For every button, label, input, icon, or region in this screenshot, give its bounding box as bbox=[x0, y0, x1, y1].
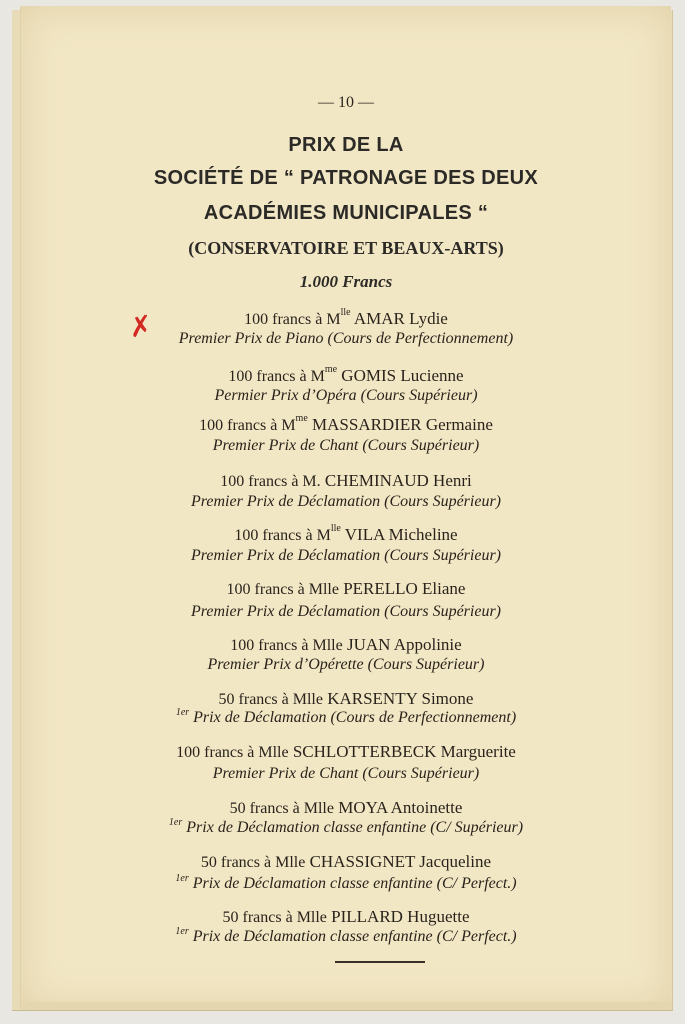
entry-recipient bbox=[21, 689, 671, 709]
entry-prize-text: Prix de Déclamation classe enfantine (C/ Perfect.) bbox=[188, 875, 517, 892]
entry-recipient bbox=[21, 742, 671, 762]
title-line-1: PRIX DE LA bbox=[288, 134, 404, 156]
entry-prize-text: Premier Prix de Chant (Cours Supérieur) bbox=[212, 437, 480, 454]
entry-prize-text: Permier Prix d’Opéra (Cours Supérieur) bbox=[214, 387, 478, 404]
entry-prize bbox=[21, 493, 671, 511]
page-number: — 10 — bbox=[318, 94, 374, 111]
entry-recipient bbox=[21, 852, 671, 872]
entry-amount: 100 francs à M bbox=[199, 417, 296, 434]
entry-prize-text: Prix de Déclamation classe enfantine (C/ Perfect.) bbox=[188, 928, 517, 945]
entry-recipient bbox=[21, 907, 671, 927]
entry-prize bbox=[21, 603, 671, 621]
entry-prize-text: Premier Prix de Déclamation (Cours Supérieur) bbox=[190, 547, 501, 564]
entry-amount: 100 francs à M bbox=[228, 368, 325, 385]
entry-name: MOYA Antoinette bbox=[333, 798, 463, 817]
entry-name: KARSENTY Simone bbox=[322, 689, 474, 708]
entry-title-sup: me bbox=[324, 364, 338, 375]
entry-name: PERELLO Eliane bbox=[338, 579, 466, 598]
entry-recipient bbox=[21, 309, 671, 329]
entry-recipient bbox=[21, 635, 671, 655]
document-page bbox=[20, 6, 671, 1009]
entry-name: AMAR Lydie bbox=[350, 309, 448, 328]
entry-name: GOMIS Lucienne bbox=[337, 366, 464, 385]
entry-prize bbox=[21, 330, 671, 348]
subtitle: (CONSERVATOIRE ET BEAUX-ARTS) bbox=[188, 238, 504, 258]
entry-prize bbox=[21, 928, 671, 946]
entry-recipient bbox=[21, 579, 671, 599]
title-line-3: ACADÉMIES MUNICIPALES “ bbox=[203, 202, 489, 224]
title-line-2: SOCIÉTÉ DE “ PATRONAGE DES DEUX bbox=[153, 167, 539, 189]
entry-prize-sup: 1er bbox=[175, 873, 189, 884]
entry-prize-sup: 1er bbox=[175, 926, 189, 937]
entry-name: MASSARDIER Germaine bbox=[307, 415, 493, 434]
entry-prize bbox=[21, 819, 671, 837]
entry-prize-text: Premier Prix de Piano (Cours de Perfectionnement) bbox=[178, 330, 514, 347]
entry-recipient bbox=[21, 415, 671, 435]
entry-prize bbox=[21, 547, 671, 565]
entry-amount: 100 francs à Mlle bbox=[230, 637, 343, 654]
entry-amount: 100 francs à M bbox=[234, 527, 331, 544]
entry-amount: 50 francs à Mlle bbox=[218, 691, 323, 708]
entry-name: CHEMINAUD Henri bbox=[320, 471, 472, 490]
entry-prize-text: Premier Prix de Déclamation (Cours Supérieur) bbox=[190, 493, 501, 510]
entry-prize bbox=[21, 709, 671, 727]
total-amount: 1.000 Francs bbox=[299, 272, 393, 291]
entry-amount: 50 francs à Mlle bbox=[222, 909, 327, 926]
entry-prize bbox=[21, 765, 671, 783]
entry-prize-text: Premier Prix de Déclamation (Cours Supérieur) bbox=[190, 603, 501, 620]
entry-amount: 100 francs à M. bbox=[220, 473, 321, 490]
entry-amount: 100 francs à Mlle bbox=[226, 581, 339, 598]
entry-recipient bbox=[21, 471, 671, 491]
entry-prize bbox=[21, 437, 671, 455]
entry-prize bbox=[21, 656, 671, 674]
entry-prize-text: Premier Prix d’Opérette (Cours Supérieur) bbox=[207, 656, 485, 673]
entry-name: SCHLOTTERBECK Marguerite bbox=[288, 742, 516, 761]
entry-recipient bbox=[21, 525, 671, 545]
entry-title-sup: me bbox=[295, 413, 308, 424]
entry-name: PILLARD Huguette bbox=[326, 907, 470, 926]
entry-amount: 50 francs à Mlle bbox=[229, 800, 334, 817]
entry-prize-text: Prix de Déclamation classe enfantine (C/ Supérieur) bbox=[182, 819, 524, 836]
entry-name: VILA Micheline bbox=[340, 525, 458, 544]
page-edge bbox=[26, 1002, 672, 1010]
entry-amount: 50 francs à Mlle bbox=[200, 854, 306, 871]
entry-prize-text: Prix de Déclamation (Cours de Perfectionnement) bbox=[189, 709, 517, 726]
entry-prize-sup: 1er bbox=[175, 707, 190, 718]
entry-prize bbox=[21, 387, 671, 405]
entry-amount: 100 francs à M bbox=[244, 311, 341, 328]
entry-recipient bbox=[21, 366, 671, 386]
end-rule bbox=[335, 961, 425, 963]
entry-prize bbox=[21, 875, 671, 893]
entry-prize-text: Premier Prix de Chant (Cours Supérieur) bbox=[212, 765, 480, 782]
entry-name: JUAN Appolinie bbox=[342, 635, 462, 654]
entry-amount: 100 francs à Mlle bbox=[176, 744, 289, 761]
entry-prize-sup: 1er bbox=[168, 817, 183, 828]
entry-name: CHASSIGNET Jacqueline bbox=[305, 852, 492, 871]
entry-recipient bbox=[21, 798, 671, 818]
entry-title-sup: lle bbox=[330, 523, 341, 534]
red-x-mark: ✗ bbox=[126, 308, 155, 345]
entry-title-sup: lle bbox=[340, 307, 351, 318]
